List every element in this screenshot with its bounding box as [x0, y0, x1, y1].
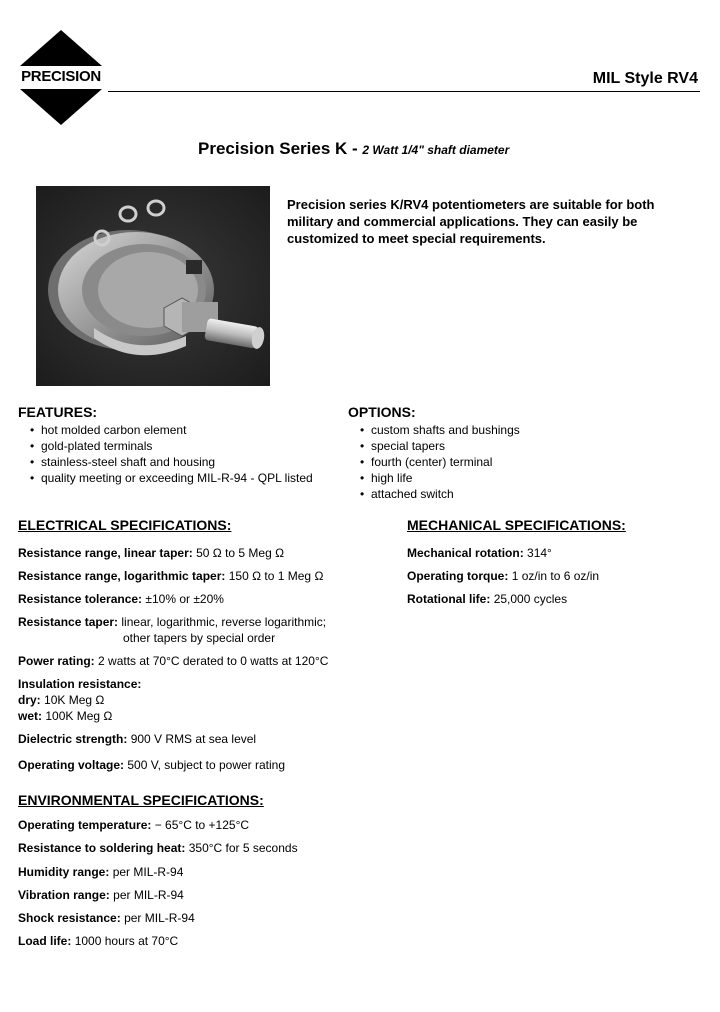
list-item: • custom shafts and bushings	[360, 423, 520, 437]
spec-vibration: Vibration range: per MIL-R-94	[18, 888, 184, 902]
spec-power: Power rating: 2 watts at 70°C derated to 0 watts at 120°C	[18, 654, 329, 668]
spec-tolerance: Resistance tolerance: ±10% or ±20%	[18, 592, 224, 606]
title-sub: 2 Watt 1/4" shaft diameter	[362, 143, 510, 157]
list-item: • stainless-steel shaft and housing	[30, 455, 216, 469]
product-photo	[36, 186, 270, 386]
spec-dielectric: Dielectric strength: 900 V RMS at sea level	[18, 732, 257, 746]
spec-shock: Shock resistance: per MIL-R-94	[18, 911, 195, 925]
list-item: • hot molded carbon element	[30, 423, 187, 437]
potentiometer-image	[36, 186, 270, 386]
list-item: • quality meeting or exceeding MIL-R-94 - QPL listed	[30, 471, 313, 485]
spec-rotational-life: Rotational life: 25,000 cycles	[407, 592, 568, 606]
list-item: • gold-plated terminals	[30, 439, 153, 453]
page-title	[198, 139, 509, 159]
features-heading: FEATURES:	[18, 404, 98, 420]
title-separator: -	[347, 139, 363, 158]
spec-torque: Operating torque: 1 oz/in to 6 oz/in	[407, 569, 600, 583]
intro-paragraph: Precision series K/RV4 potentiometers are suitable for both military and commercial applications. They can easily be customized to meet special requirements.	[287, 197, 655, 246]
spec-load-life: Load life: 1000 hours at 70°C	[18, 934, 179, 948]
spec-taper-line2: other tapers by special order	[123, 631, 276, 645]
spec-insulation-dry: dry: 10K Meg Ω	[18, 693, 105, 707]
environmental-heading: ENVIRONMENTAL SPECIFICATIONS:	[18, 792, 264, 808]
list-item: • high life	[360, 471, 413, 485]
spec-soldering: Resistance to soldering heat: 350°C for 5 seconds	[18, 841, 298, 855]
electrical-heading: ELECTRICAL SPECIFICATIONS:	[18, 517, 232, 533]
options-list	[348, 422, 520, 502]
spec-resistance-linear: Resistance range, linear taper: 50 Ω to 5 Meg Ω	[18, 546, 285, 560]
precision-logo	[18, 28, 104, 126]
header-rule	[108, 91, 700, 92]
spec-resistance-log: Resistance range, logarithmic taper: 150 Ω to 1 Meg Ω	[18, 569, 324, 583]
list-item: • fourth (center) terminal	[360, 455, 493, 469]
spec-rotation: Mechanical rotation: 314°	[407, 546, 552, 560]
spec-taper: Resistance taper: linear, logarithmic, reverse logarithmic;	[18, 615, 327, 629]
spec-temperature: Operating temperature: − 65°C to +125°C	[18, 818, 250, 832]
list-item: • attached switch	[360, 487, 454, 501]
spec-voltage: Operating voltage: 500 V, subject to power rating	[18, 758, 286, 772]
spec-humidity: Humidity range: per MIL-R-94	[18, 865, 184, 879]
mechanical-heading: MECHANICAL SPECIFICATIONS:	[407, 517, 626, 533]
list-item: • special tapers	[360, 439, 446, 453]
spec-insulation-wet: wet: 100K Meg Ω	[18, 709, 113, 723]
doc-title: MIL Style RV4	[592, 70, 698, 87]
logo-brand-text: PRECISION	[21, 68, 101, 85]
title-main: Precision Series K	[198, 139, 348, 158]
spec-insulation: Insulation resistance:	[18, 677, 142, 691]
features-list	[18, 422, 313, 486]
options-heading: OPTIONS:	[348, 404, 416, 420]
